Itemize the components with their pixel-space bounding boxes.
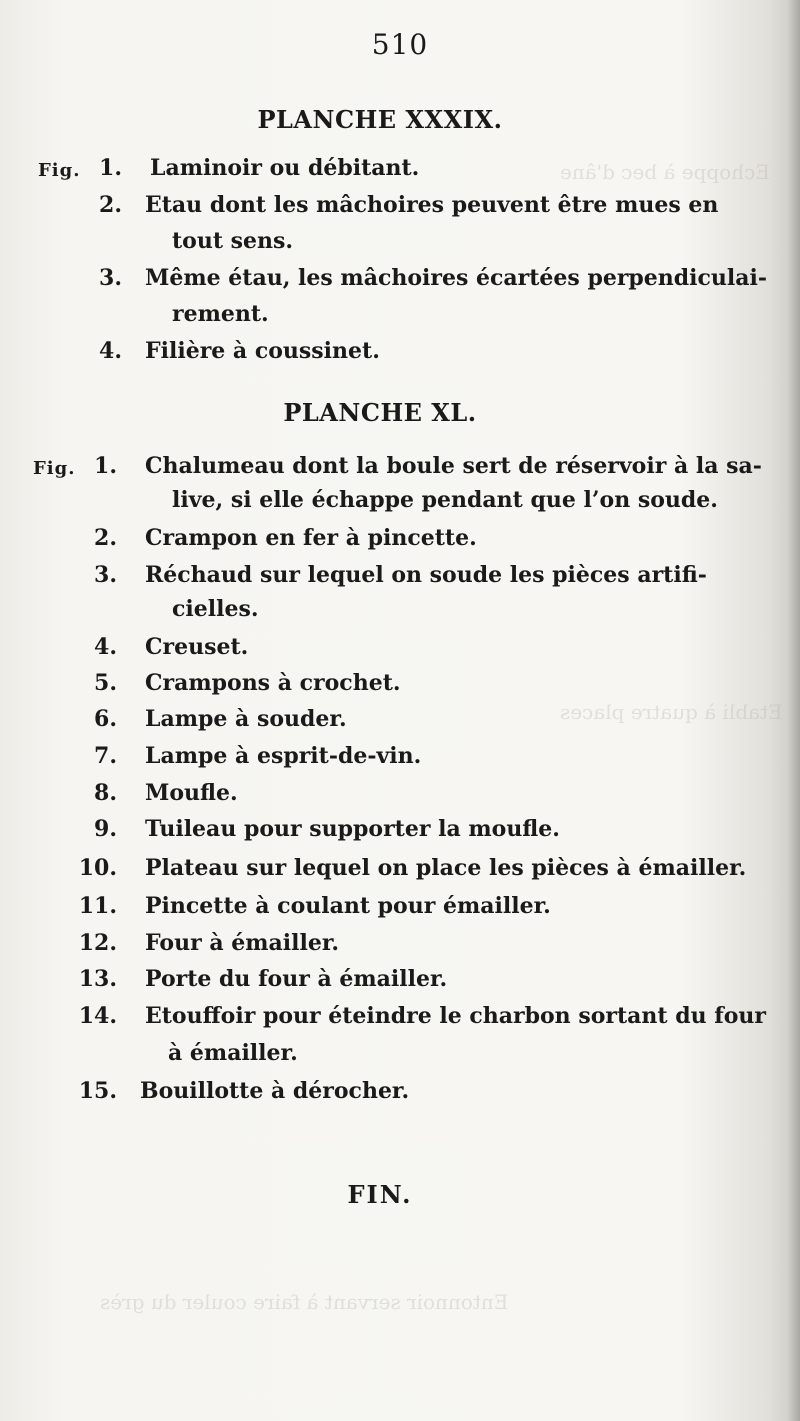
entry-text: tout sens. (172, 228, 294, 254)
entry-number: 7. (94, 743, 117, 769)
entry-number: 1. (94, 453, 117, 479)
show-through-text: Etabli à quatre places (560, 700, 783, 724)
entry-text: rement. (172, 301, 269, 327)
entry-text: Four à émailler. (145, 930, 340, 956)
entry-text: Chalumeau dont la boule sert de réservoir à la sa- (145, 453, 762, 479)
entry-number: 10. (78, 855, 117, 881)
section-title: PLANCHE XXXIX. (257, 105, 503, 134)
entry-text: Crampon en fer à pincette. (145, 525, 477, 551)
entry-text: Crampons à crochet. (145, 670, 401, 696)
entry-text: Bouillotte à dérocher. (140, 1078, 410, 1104)
entry-text: à émailler. (168, 1040, 298, 1066)
show-through-text: Entonnoir servant à faire couler du grès (100, 1290, 509, 1314)
entry-text: Etouffoir pour éteindre le charbon sortant du four (145, 1003, 766, 1029)
entry-number: 4. (94, 634, 117, 660)
entry-text: Porte du four à émailler. (145, 966, 448, 992)
entry-text: Plateau sur lequel on place les pièces à émailler. (145, 855, 747, 881)
entry-number: 13. (78, 966, 117, 992)
page-number: 510 (371, 28, 429, 61)
entry-number: 14. (78, 1003, 117, 1029)
entry-number: 6. (94, 706, 117, 732)
entry-number: 12. (78, 930, 117, 956)
entry-text: live, si elle échappe pendant que l’on soude. (172, 487, 718, 513)
entry-text: Lampe à souder. (145, 706, 347, 732)
entry-number: 4. (99, 338, 122, 364)
entry-number: 15. (78, 1078, 117, 1104)
entry-text: Pincette à coulant pour émailler. (145, 893, 551, 919)
entry-text: Moufle. (145, 780, 238, 806)
entry-text: Filière à coussinet. (145, 338, 380, 364)
entry-text: Laminoir ou débitant. (150, 155, 420, 181)
entry-number: 5. (94, 670, 117, 696)
entry-text: Même étau, les mâchoires écartées perpendiculai- (145, 265, 768, 291)
entry-number: 11. (78, 893, 117, 919)
entry-text: cielles. (172, 596, 259, 622)
entry-number: 9. (94, 816, 117, 842)
entry-number: 2. (99, 192, 122, 218)
show-through-text: Echoppe à bec d'âne (560, 160, 770, 184)
fig-label: Fig. (38, 160, 81, 181)
section-title: PLANCHE XL. (283, 398, 477, 427)
entry-number: 3. (94, 562, 117, 588)
page-edge (786, 0, 800, 1421)
entry-text: Réchaud sur lequel on soude les pièces artifi- (145, 562, 707, 588)
entry-number: 1. (99, 155, 122, 181)
fig-label: Fig. (33, 458, 76, 479)
entry-text: Lampe à esprit-de-vin. (145, 743, 422, 769)
entry-text: Creuset. (145, 634, 249, 660)
entry-number: 3. (99, 265, 122, 291)
entry-number: 2. (94, 525, 117, 551)
entry-text: Etau dont les mâchoires peuvent être mues en (145, 192, 719, 218)
entry-text: Tuileau pour supporter la moufle. (145, 816, 560, 842)
end-marker: FIN. (347, 1180, 413, 1209)
entry-number: 8. (94, 780, 117, 806)
